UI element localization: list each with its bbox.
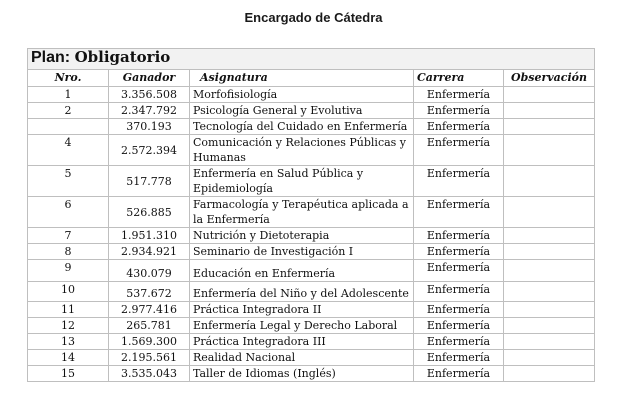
cell-observacion: [504, 318, 595, 334]
cell-observacion: [504, 103, 595, 119]
cell-nro: 14: [28, 350, 109, 366]
column-header-nro: Nro.: [28, 70, 109, 87]
plan-table: [27, 48, 595, 382]
cell-nro: 4: [28, 135, 109, 166]
table-row: [28, 197, 595, 228]
cell-nro: 1: [28, 87, 109, 103]
table-row: [28, 366, 595, 382]
cell-nro: 12: [28, 318, 109, 334]
cell-carrera: Enfermería: [414, 197, 504, 228]
cell-asignatura: Realidad Nacional: [190, 350, 414, 366]
cell-ganador: 2.347.792: [109, 103, 190, 119]
cell-ganador: 3.535.043: [109, 366, 190, 382]
cell-carrera: Enfermería: [414, 135, 504, 166]
cell-asignatura: Comunicación y Relaciones Públicas y Humanas: [190, 135, 414, 166]
column-header-ganador: Ganador: [109, 70, 190, 87]
cell-asignatura: Educación en Enfermería: [190, 260, 414, 282]
cell-carrera: Enfermería: [414, 318, 504, 334]
column-header-asignatura: Asignatura: [190, 70, 414, 87]
cell-nro: 9: [28, 260, 109, 282]
cell-ganador: 3.356.508: [109, 87, 190, 103]
cell-carrera: Enfermería: [414, 350, 504, 366]
cell-carrera: Enfermería: [414, 103, 504, 119]
column-header-carrera: Carrera: [414, 70, 504, 87]
cell-nro: 8: [28, 244, 109, 260]
cell-observacion: [504, 119, 595, 135]
table-row: [28, 244, 595, 260]
table-row: [28, 135, 595, 166]
table-row: [28, 228, 595, 244]
cell-asignatura: Nutrición y Dietoterapia: [190, 228, 414, 244]
table-row: [28, 166, 595, 197]
cell-carrera: Enfermería: [414, 119, 504, 135]
cell-ganador: 1.951.310: [109, 228, 190, 244]
cell-asignatura: Enfermería Legal y Derecho Laboral: [190, 318, 414, 334]
table-row: [28, 119, 595, 135]
cell-nro: 15: [28, 366, 109, 382]
cell-asignatura: Morfofisiología: [190, 87, 414, 103]
cell-observacion: [504, 260, 595, 282]
cell-ganador: 526.885: [109, 197, 190, 228]
cell-asignatura: Farmacología y Terapéutica aplicada a la Enfermería: [190, 197, 414, 228]
cell-observacion: [504, 87, 595, 103]
cell-observacion: [504, 166, 595, 197]
cell-observacion: [504, 228, 595, 244]
table-row: [28, 282, 595, 302]
cell-ganador: 1.569.300: [109, 334, 190, 350]
cell-asignatura: Seminario de Investigación I: [190, 244, 414, 260]
cell-ganador: 265.781: [109, 318, 190, 334]
table-row: [28, 87, 595, 103]
cell-nro: 10: [28, 282, 109, 302]
plan-name: Obligatorio: [74, 48, 171, 66]
cell-observacion: [504, 350, 595, 366]
table-row: [28, 103, 595, 119]
cell-observacion: [504, 302, 595, 318]
cell-carrera: Enfermería: [414, 244, 504, 260]
plan-title: [28, 49, 595, 70]
cell-nro: 7: [28, 228, 109, 244]
cell-nro: 6: [28, 197, 109, 228]
cell-carrera: Enfermería: [414, 260, 504, 282]
cell-ganador: 430.079: [109, 260, 190, 282]
cell-ganador: 2.195.561: [109, 350, 190, 366]
cell-observacion: [504, 282, 595, 302]
cell-asignatura: Psicología General y Evolutiva: [190, 103, 414, 119]
cell-asignatura: Práctica Integradora III: [190, 334, 414, 350]
column-header-observacion: Observación: [504, 70, 595, 87]
cell-ganador: 2.934.921: [109, 244, 190, 260]
cell-asignatura: Tecnología del Cuidado en Enfermería: [190, 119, 414, 135]
table-row: [28, 318, 595, 334]
cell-carrera: Enfermería: [414, 228, 504, 244]
page-title: Encargado de Cátedra: [244, 10, 383, 25]
cell-asignatura: Taller de Idiomas (Inglés): [190, 366, 414, 382]
cell-nro: 5: [28, 166, 109, 197]
cell-carrera: Enfermería: [414, 282, 504, 302]
cell-ganador: 517.778: [109, 166, 190, 197]
cell-nro: 11: [28, 302, 109, 318]
cell-observacion: [504, 244, 595, 260]
cell-ganador: 537.672: [109, 282, 190, 302]
cell-observacion: [504, 366, 595, 382]
cell-carrera: Enfermería: [414, 302, 504, 318]
cell-carrera: Enfermería: [414, 366, 504, 382]
cell-carrera: Enfermería: [414, 334, 504, 350]
cell-observacion: [504, 197, 595, 228]
table-row: [28, 302, 595, 318]
table-row: [28, 260, 595, 282]
cell-nro: 2: [28, 103, 109, 119]
cell-asignatura: Práctica Integradora II: [190, 302, 414, 318]
plan-label: Plan:: [31, 49, 71, 66]
cell-nro: 13: [28, 334, 109, 350]
table-row: [28, 334, 595, 350]
cell-ganador: 2.572.394: [109, 135, 190, 166]
cell-asignatura: Enfermería del Niño y del Adolescente: [190, 282, 414, 302]
cell-observacion: [504, 135, 595, 166]
cell-carrera: Enfermería: [414, 87, 504, 103]
cell-nro: [28, 119, 109, 135]
cell-observacion: [504, 334, 595, 350]
table-row: [28, 350, 595, 366]
cell-ganador: 370.193: [109, 119, 190, 135]
cell-carrera: Enfermería: [414, 166, 504, 197]
cell-asignatura: Enfermería en Salud Pública y Epidemiología: [190, 166, 414, 197]
cell-ganador: 2.977.416: [109, 302, 190, 318]
